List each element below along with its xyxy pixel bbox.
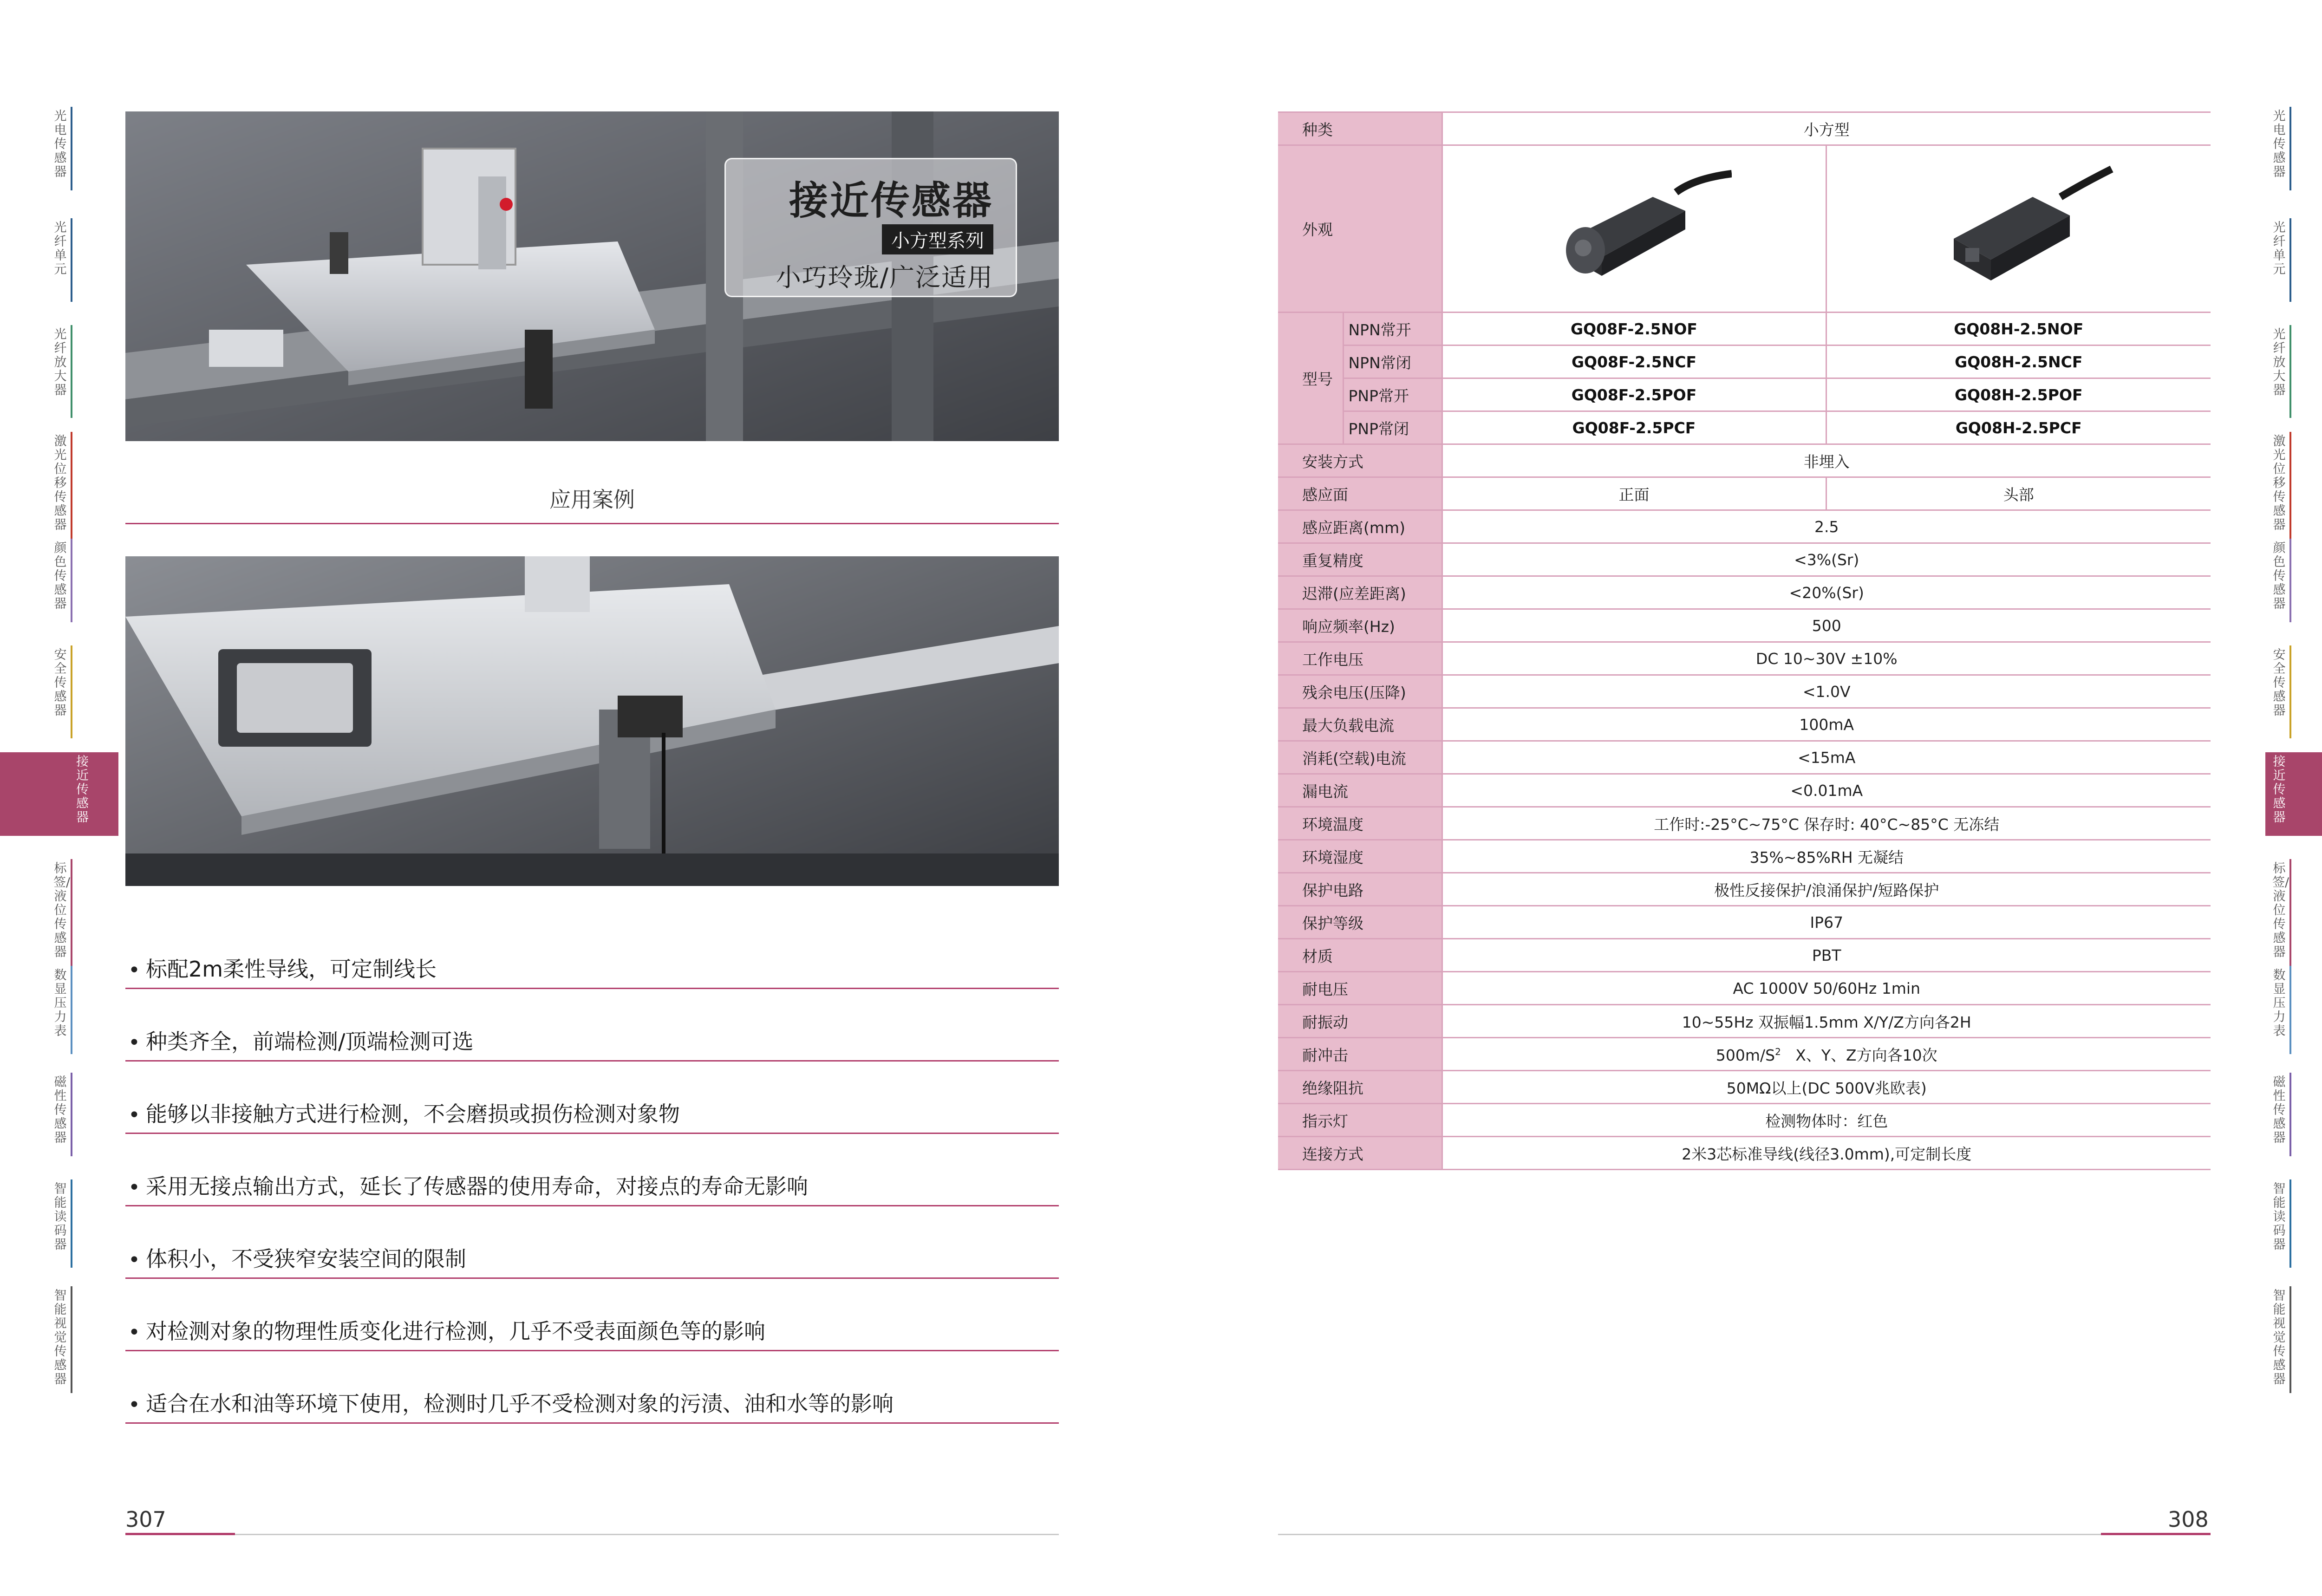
model-number-front: GQ08F-2.5PCF <box>1442 411 1826 444</box>
hero-subtitle: 小巧玲珑/广泛适用 <box>776 263 993 292</box>
spec-value: 10~55Hz 双振幅1.5mm X/Y/Z方向各2H <box>1442 1005 2211 1038</box>
spec-value: 100mA <box>1442 708 2211 741</box>
side-tab-label: 接近传感器 <box>2273 755 2286 825</box>
spec-row <box>1278 972 2211 1005</box>
spec-row <box>1278 741 2211 774</box>
feature-item <box>125 957 1059 989</box>
spec-label: 耐振动 <box>1278 1005 1442 1038</box>
spec-row <box>1278 774 2211 807</box>
spec-value: <3%(Sr) <box>1442 543 2211 576</box>
model-number-head: GQ08H-2.5PCF <box>1826 411 2211 444</box>
side-tab[interactable] <box>46 1179 74 1268</box>
spec-row <box>1278 642 2211 675</box>
side-tab-color-bar <box>71 432 72 539</box>
spec-value: 35%~85%RH 无凝结 <box>1442 840 2211 873</box>
side-tab[interactable] <box>2265 966 2293 1054</box>
side-tab-label: 光纤单元 <box>54 221 67 277</box>
spec-label: 材质 <box>1278 939 1442 972</box>
side-tab-label: 磁性传感器 <box>54 1075 67 1145</box>
spec-value <box>1442 1038 2211 1071</box>
spec-label: 耐冲击 <box>1278 1038 1442 1071</box>
spec-label: 感应距离(mm) <box>1278 510 1442 543</box>
spec-label: 迟滞(应差距离) <box>1278 576 1442 609</box>
spec-label: 残余电压(压降) <box>1278 675 1442 708</box>
side-tab[interactable] <box>2265 1286 2293 1393</box>
feature-text: 标配2m柔性导线，可定制线长 <box>146 957 437 982</box>
spec-label: 保护电路 <box>1278 873 1442 906</box>
feature-text: 适合在水和油等环境下使用，检测时几乎不受检测对象的污渍、油和水等的影响 <box>146 1391 894 1416</box>
spec-label: 最大负载电流 <box>1278 708 1442 741</box>
side-tab[interactable] <box>46 432 74 539</box>
application-photo <box>125 556 1059 886</box>
side-tab-color-bar <box>2289 1286 2291 1393</box>
machine-illustration-bottom <box>125 556 1059 886</box>
side-tab-label: 激光位移传感器 <box>54 434 67 532</box>
spec-value: 检测物体时：红色 <box>1442 1104 2211 1137</box>
side-tab[interactable] <box>46 966 74 1054</box>
spec-row <box>1278 906 2211 939</box>
side-tab-color-bar <box>71 966 72 1054</box>
spec-label: 绝缘阻抗 <box>1278 1071 1442 1104</box>
spec-value: 2米3芯标准导线(线径3.0mm),可定制长度 <box>1442 1137 2211 1170</box>
side-tab[interactable] <box>46 645 74 738</box>
spec-row-type <box>1278 112 2211 145</box>
model-number-head: GQ08H-2.5POF <box>1826 378 2211 411</box>
product-image-front <box>1442 145 1826 313</box>
side-tab[interactable] <box>2265 539 2293 622</box>
side-tab[interactable] <box>46 325 74 418</box>
footer-accent-right <box>2101 1533 2211 1535</box>
spec-value: 极性反接保护/浪涌保护/短路保护 <box>1442 873 2211 906</box>
side-tab-color-bar <box>2289 1179 2291 1268</box>
side-tab-color-bar <box>71 859 72 966</box>
spec-row-model <box>1278 313 2211 345</box>
side-tab[interactable] <box>2265 1073 2293 1156</box>
side-tab-label: 安全传感器 <box>2273 648 2286 718</box>
spec-table <box>1278 111 2211 1170</box>
side-tab-color-bar <box>2289 1073 2291 1156</box>
side-tab[interactable] <box>2265 859 2293 966</box>
spec-row <box>1278 444 2211 477</box>
spec-label: 工作电压 <box>1278 642 1442 675</box>
spec-value: 2.5 <box>1442 510 2211 543</box>
spec-row <box>1278 543 2211 576</box>
spec-value: IP67 <box>1442 906 2211 939</box>
side-tab[interactable] <box>2265 325 2293 418</box>
feature-text: 对检测对象的物理性质变化进行检测，几乎不受表面颜色等的影响 <box>146 1319 765 1344</box>
side-tab[interactable] <box>46 218 74 302</box>
model-output-type: PNP常开 <box>1343 378 1442 411</box>
spec-label: 型号 <box>1278 313 1343 444</box>
side-tab-color-bar <box>71 218 72 302</box>
side-tab-label: 光电传感器 <box>54 109 67 179</box>
shock-value-main: 500m/S <box>1715 1046 1775 1064</box>
spec-row-model <box>1278 378 2211 411</box>
side-tab-color-bar <box>71 1179 72 1268</box>
spec-row <box>1278 840 2211 873</box>
model-output-type: NPN常开 <box>1343 313 1442 345</box>
spec-label: 环境湿度 <box>1278 840 1442 873</box>
side-tab-label: 磁性传感器 <box>2273 1075 2286 1145</box>
feature-bullet: • <box>128 1176 140 1199</box>
model-output-type: NPN常闭 <box>1343 345 1442 378</box>
hero-title: 接近传感器 <box>789 178 993 223</box>
feature-item <box>125 1319 1059 1351</box>
side-tab-color-bar <box>2289 218 2291 302</box>
side-tab-label: 安全传感器 <box>54 648 67 718</box>
side-tab-label: 智能视觉传感器 <box>54 1289 67 1387</box>
spec-label: 耐电压 <box>1278 972 1442 1005</box>
feature-item <box>125 1029 1059 1062</box>
spec-row <box>1278 1071 2211 1104</box>
spec-label: 指示灯 <box>1278 1104 1442 1137</box>
feature-text: 采用无接点输出方式，延长了传感器的使用寿命，对接点的寿命无影响 <box>146 1174 808 1199</box>
model-number-front: GQ08F-2.5NCF <box>1442 345 1826 378</box>
spec-row <box>1278 708 2211 741</box>
footer-accent-left <box>125 1533 235 1535</box>
side-tab[interactable] <box>2265 1179 2293 1268</box>
side-tab[interactable] <box>46 107 74 190</box>
feature-bullet: • <box>128 958 140 982</box>
side-tab-color-bar <box>2289 539 2291 622</box>
side-tab[interactable] <box>46 859 74 966</box>
side-tab-color-bar <box>71 1286 72 1393</box>
feature-bullet: • <box>128 1031 140 1055</box>
side-tab[interactable] <box>0 752 118 836</box>
product-image-head <box>1826 145 2211 313</box>
feature-bullet: • <box>128 1321 140 1344</box>
side-tab-label: 光电传感器 <box>2273 109 2286 179</box>
side-tab-label: 智能读码器 <box>2273 1182 2286 1252</box>
spec-label: 安装方式 <box>1278 444 1442 477</box>
spec-label: 感应面 <box>1278 477 1442 510</box>
series-badge: 小方型系列 <box>882 224 993 254</box>
spec-label: 外观 <box>1278 145 1442 313</box>
section-title: 应用案例 <box>549 487 635 512</box>
spec-label: 种类 <box>1278 112 1442 145</box>
section-divider <box>125 523 1059 524</box>
spec-value-head: 头部 <box>1826 477 2211 510</box>
model-number-head: GQ08H-2.5NOF <box>1826 313 2211 345</box>
spec-row <box>1278 510 2211 543</box>
page-number-left: 307 <box>125 1507 166 1532</box>
spec-label: 连接方式 <box>1278 1137 1442 1170</box>
side-tab-color-bar <box>2289 107 2291 190</box>
spec-row <box>1278 807 2211 840</box>
side-tab-label: 数显压力表 <box>54 968 67 1038</box>
feature-bullet: • <box>128 1393 140 1417</box>
side-tab-label: 光纤单元 <box>2273 221 2286 277</box>
spec-row <box>1278 873 2211 906</box>
feature-text: 种类齐全，前端检测/顶端检测可选 <box>146 1029 474 1054</box>
side-tab-label: 颜色传感器 <box>54 541 67 611</box>
side-tab-color-bar <box>71 107 72 190</box>
spec-label: 环境温度 <box>1278 807 1442 840</box>
shock-value-exponent: 2 <box>1775 1046 1781 1057</box>
feature-item <box>125 1246 1059 1279</box>
spec-value: 工作时:-25°C~75°C 保存时: 40°C~85°C 无冻结 <box>1442 807 2211 840</box>
side-tab-label: 数显压力表 <box>2273 968 2286 1038</box>
spec-value-front: 正面 <box>1442 477 1826 510</box>
side-tab[interactable] <box>2265 218 2293 302</box>
side-tab-color-bar <box>2289 432 2291 539</box>
spec-row <box>1278 675 2211 708</box>
spec-value: 小方型 <box>1442 112 2211 145</box>
side-tab-label: 激光位移传感器 <box>2273 434 2286 532</box>
feature-bullet: • <box>128 1103 140 1127</box>
spec-value: 非埋入 <box>1442 444 2211 477</box>
spec-value: <15mA <box>1442 741 2211 774</box>
spec-label: 漏电流 <box>1278 774 1442 807</box>
model-output-type: PNP常闭 <box>1343 411 1442 444</box>
model-number-front: GQ08F-2.5POF <box>1442 378 1826 411</box>
spec-label: 保护等级 <box>1278 906 1442 939</box>
spec-value: <0.01mA <box>1442 774 2211 807</box>
footer-line-left <box>125 1534 1059 1535</box>
sensor-head-image <box>1921 160 2116 294</box>
model-number-head: GQ08H-2.5NCF <box>1826 345 2211 378</box>
side-tab[interactable] <box>46 1073 74 1156</box>
hero-title-box <box>724 158 1017 297</box>
spec-value: 500 <box>1442 609 2211 642</box>
footer-line-right <box>1278 1534 2211 1535</box>
spec-value: <1.0V <box>1442 675 2211 708</box>
spec-row-appearance <box>1278 145 2211 313</box>
side-tab[interactable] <box>2265 107 2293 190</box>
spec-row <box>1278 1005 2211 1038</box>
side-tab-color-bar <box>2289 859 2291 966</box>
side-tab[interactable] <box>2265 645 2293 738</box>
side-tab-label: 智能读码器 <box>54 1182 67 1252</box>
feature-text: 能够以非接触方式进行检测，不会磨损或损伤检测对象物 <box>146 1101 680 1127</box>
feature-item <box>125 1174 1059 1206</box>
feature-bullet: • <box>128 1248 140 1272</box>
spec-value: DC 10~30V ±10% <box>1442 642 2211 675</box>
side-tab[interactable] <box>46 1286 74 1393</box>
side-tab-label: 光纤放大器 <box>2273 327 2286 397</box>
side-tab-label: 颜色传感器 <box>2273 541 2286 611</box>
page-number-right: 308 <box>2168 1507 2209 1532</box>
hero-photo <box>125 111 1059 441</box>
side-tab-label: 光纤放大器 <box>54 327 67 397</box>
spec-label: 消耗(空载)电流 <box>1278 741 1442 774</box>
side-tab-label: 标签/液位传感器 <box>53 861 71 959</box>
sensor-front-image <box>1537 160 1732 294</box>
side-tab-color-bar <box>71 1073 72 1156</box>
spec-row <box>1278 939 2211 972</box>
side-tab-label: 接近传感器 <box>76 755 89 825</box>
side-tab-color-bar <box>71 539 72 622</box>
model-number-front: GQ08F-2.5NOF <box>1442 313 1826 345</box>
spec-row <box>1278 609 2211 642</box>
feature-text: 体积小，不受狭窄安装空间的限制 <box>146 1246 466 1271</box>
spec-value: AC 1000V 50/60Hz 1min <box>1442 972 2211 1005</box>
spec-value: 50MΩ以上(DC 500V兆欧表) <box>1442 1071 2211 1104</box>
side-tab-color-bar <box>71 325 72 418</box>
side-tab-label: 标签/液位传感器 <box>2272 861 2289 959</box>
spec-row-face <box>1278 477 2211 510</box>
side-tab-label: 智能视觉传感器 <box>2273 1289 2286 1387</box>
spec-value: <20%(Sr) <box>1442 576 2211 609</box>
feature-item <box>125 1101 1059 1134</box>
feature-item <box>125 1391 1059 1424</box>
spec-label: 重复精度 <box>1278 543 1442 576</box>
side-tab-color-bar <box>2289 645 2291 738</box>
side-tab[interactable] <box>46 539 74 622</box>
spec-row <box>1278 1104 2211 1137</box>
shock-value-axes: X、Y、Z方向各10次 <box>1781 1046 1937 1064</box>
spec-value: PBT <box>1442 939 2211 972</box>
side-tab-color-bar <box>71 645 72 738</box>
spec-row-shock <box>1278 1038 2211 1071</box>
side-tab[interactable] <box>2265 432 2293 539</box>
side-tab[interactable] <box>2265 752 2322 836</box>
side-tab-color-bar <box>2289 966 2291 1054</box>
spec-row-model <box>1278 411 2211 444</box>
side-tab-color-bar <box>2289 325 2291 418</box>
spec-label: 响应频率(Hz) <box>1278 609 1442 642</box>
spec-row <box>1278 576 2211 609</box>
spec-row-model <box>1278 345 2211 378</box>
spec-row <box>1278 1137 2211 1170</box>
